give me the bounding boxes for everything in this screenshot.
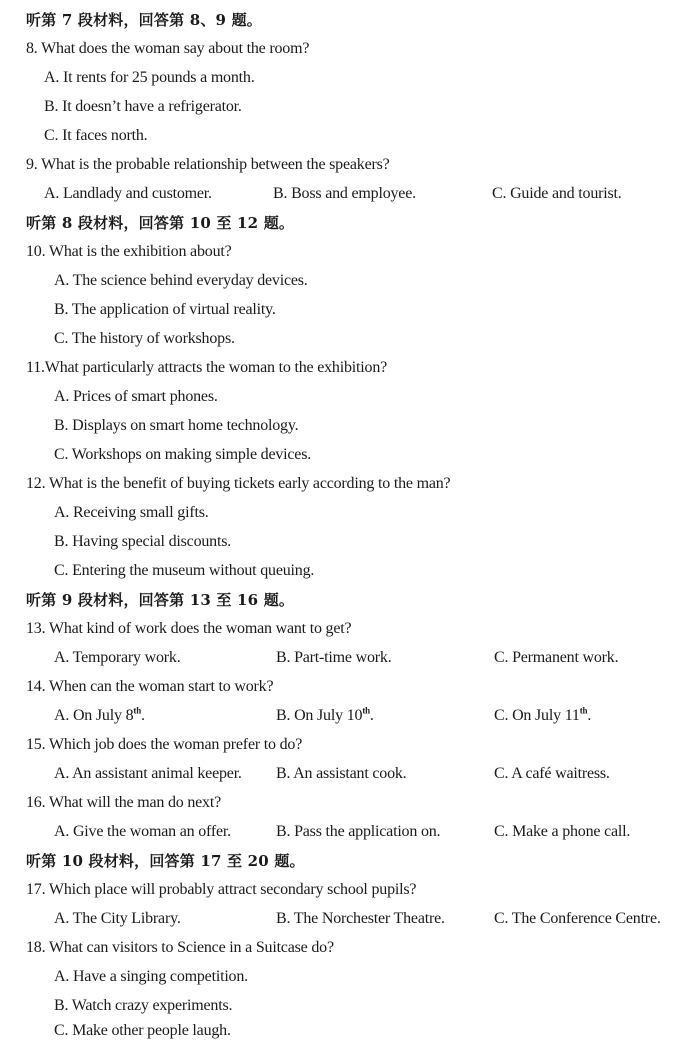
question-stem: 11.What particularly attracts the woman to the exhibition?: [26, 359, 388, 376]
option-b-text: B. On July 10: [276, 707, 363, 724]
option-a: A. An assistant animal keeper.: [54, 765, 242, 782]
question-stem: 8. What does the woman say about the room?: [26, 40, 310, 57]
option-a-text: A. On July 8: [54, 707, 134, 724]
option-a: A. Receiving small gifts.: [54, 504, 209, 521]
option-a-punct: .: [141, 707, 145, 724]
option-c: C. Make a phone call.: [494, 823, 631, 840]
option-c: C. The Conference Centre.: [494, 910, 661, 927]
option-b: B. The Norchester Theatre.: [276, 910, 445, 927]
option-a: A. The City Library.: [54, 910, 181, 927]
section-header: 听第 10 段材料，回答第 17 至 20 题。: [26, 852, 305, 870]
option-b: B. Boss and employee.: [273, 185, 416, 202]
section-header: 听第 8 段材料，回答第 10 至 12 题。: [26, 214, 295, 232]
option-c-text: C. On July 11: [494, 707, 580, 724]
option-c-punct: .: [587, 707, 592, 724]
option-b: B. Displays on smart home technology.: [54, 417, 299, 434]
section-header: 听第 7 段材料，回答第 8、9 题。: [26, 11, 263, 29]
option-a: A. Landlady and customer.: [44, 185, 212, 202]
option-c: C. The history of workshops.: [54, 330, 235, 347]
question-stem: 10. What is the exhibition about?: [26, 243, 232, 260]
ordinal-suffix: th: [362, 705, 370, 716]
option-b: B. The application of virtual reality.: [54, 301, 276, 318]
question-stem: 18. What can visitors to Science in a Suitcase do?: [26, 939, 334, 956]
option-c: C. Make other people laugh.: [54, 1022, 231, 1039]
option-a: A. It rents for 25 pounds a month.: [44, 69, 255, 86]
question-stem: 16. What will the man do next?: [26, 794, 221, 811]
ordinal-suffix: th: [579, 705, 588, 716]
option-c: C. It faces north.: [44, 127, 148, 144]
option-a: A. Give the woman an offer.: [54, 823, 231, 840]
question-stem: 17. Which place will probably attract secondary school pupils?: [26, 881, 417, 898]
section-header: 听第 9 段材料，回答第 13 至 16 题。: [26, 591, 295, 609]
option-b: B. Part-time work.: [276, 649, 392, 666]
option-a: A. Prices of smart phones.: [54, 388, 218, 405]
option-b: B. Having special discounts.: [54, 533, 232, 550]
option-c: [494, 706, 591, 726]
question-stem: 12. What is the benefit of buying tickets early according to the man?: [26, 475, 451, 492]
option-a: [54, 706, 145, 726]
question-stem: 13. What kind of work does the woman want to get?: [26, 620, 352, 637]
option-c: C. Entering the museum without queuing.: [54, 562, 315, 579]
question-stem: 9. What is the probable relationship between the speakers?: [26, 156, 390, 173]
option-c: C. A café waitress.: [494, 765, 610, 782]
option-b: B. It doesn’t have a refrigerator.: [44, 98, 242, 115]
question-stem: 14. When can the woman start to work?: [26, 678, 274, 695]
option-a: A. The science behind everyday devices.: [54, 272, 308, 289]
option-b: B. Watch crazy experiments.: [54, 997, 233, 1014]
option-b: B. An assistant cook.: [276, 765, 407, 782]
option-b-punct: .: [369, 707, 374, 724]
ordinal-suffix: th: [133, 705, 141, 716]
option-b: [276, 706, 374, 726]
option-a: A. Have a singing competition.: [54, 968, 248, 985]
question-stem: 15. Which job does the woman prefer to do?: [26, 736, 303, 753]
option-c: C. Guide and tourist.: [492, 185, 622, 202]
option-c: C. Permanent work.: [494, 649, 619, 666]
option-c: C. Workshops on making simple devices.: [54, 446, 312, 463]
option-a: A. Temporary work.: [54, 649, 181, 666]
option-b: B. Pass the application on.: [276, 823, 441, 840]
